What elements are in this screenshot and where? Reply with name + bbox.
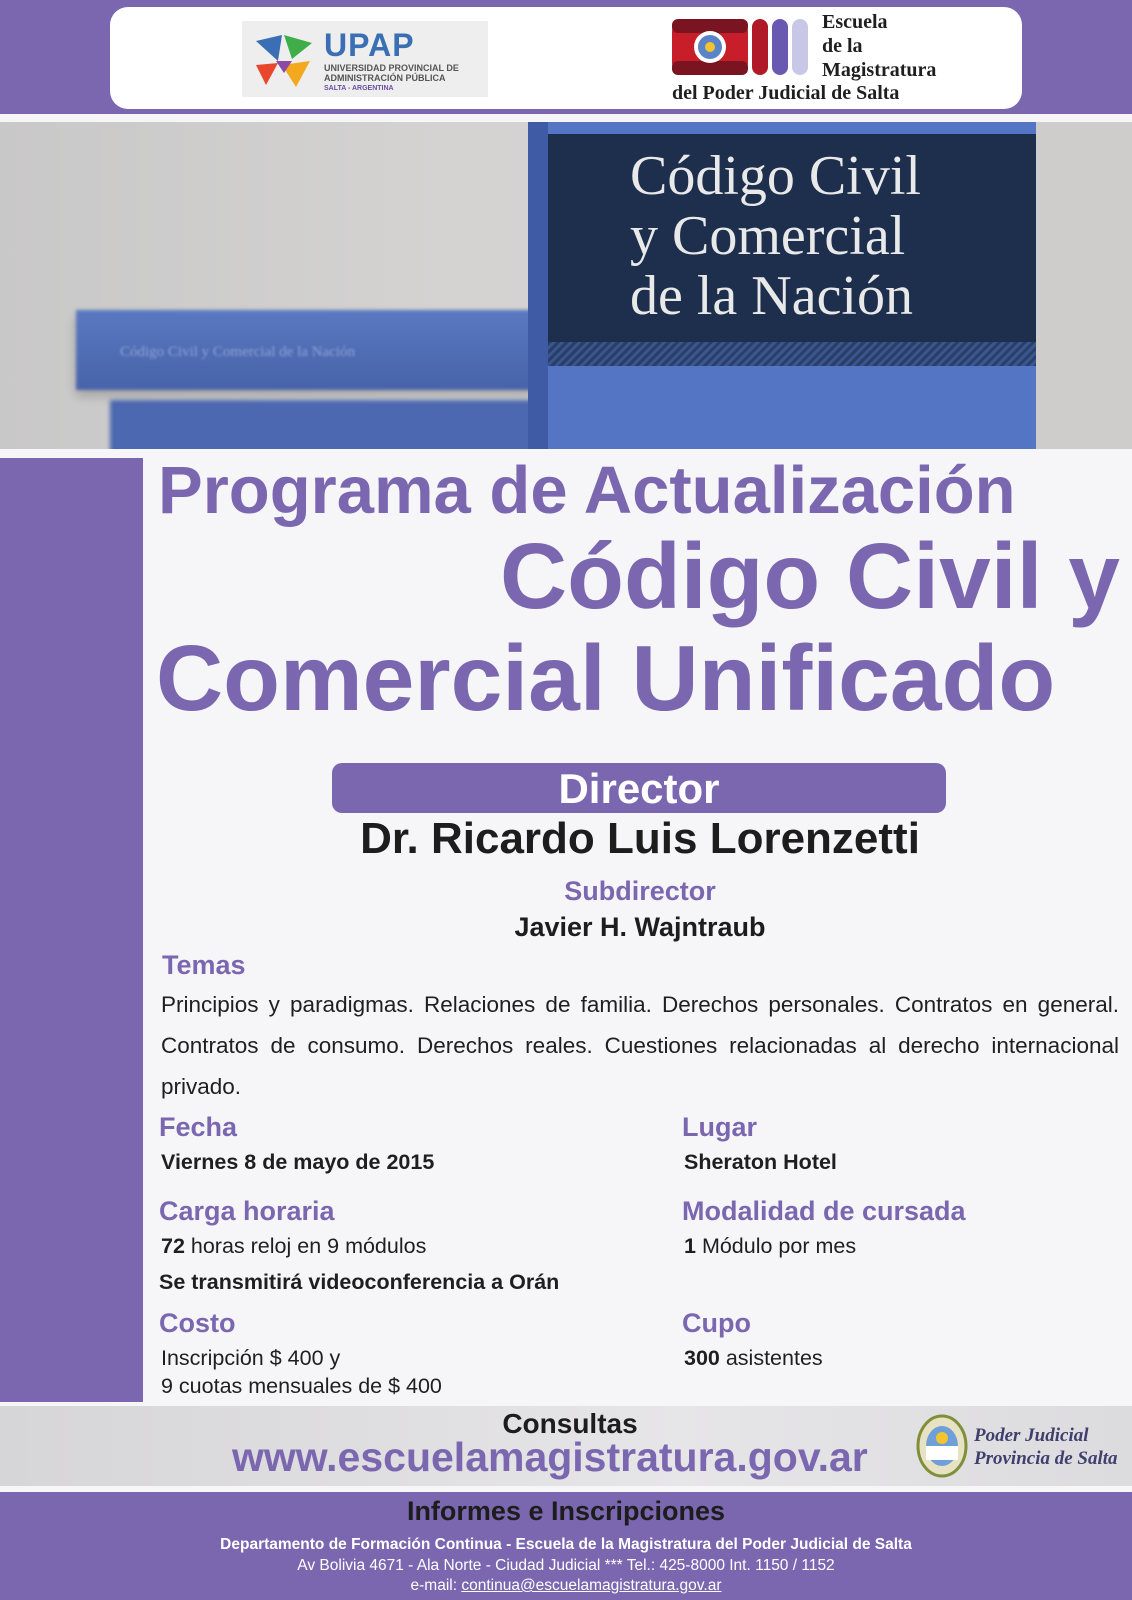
- carga-horaria-text: horas reloj en 9 módulos: [184, 1234, 427, 1258]
- consultas-label: Consultas: [502, 1408, 638, 1439]
- upap-city: SALTA - ARGENTINA: [324, 85, 394, 92]
- escuela-subtitle: del Poder Judicial de Salta: [672, 82, 900, 104]
- subdirector-label: Subdirector: [564, 876, 716, 906]
- carga-horaria-number: 72: [161, 1234, 185, 1258]
- director-label: Director: [332, 763, 946, 813]
- logo-bar: [110, 7, 1022, 109]
- footer-address: Av Bolivia 4671 - Ala Norte - Ciudad Judicial *** Tel.: 425-8000 Int. 1150 / 1152: [297, 1557, 835, 1574]
- cupo-value: [684, 1346, 823, 1371]
- upap-title: UPAP: [324, 27, 415, 63]
- cupo-label: Cupo: [682, 1308, 751, 1338]
- informes-title: Informes e Inscripciones: [406, 1496, 726, 1526]
- cupo-number: 300: [684, 1346, 720, 1370]
- hero-book-photo: [0, 122, 1132, 449]
- modalidad-text: Módulo por mes: [695, 1234, 857, 1258]
- program-title: Programa de Actualización: [158, 453, 1016, 528]
- fecha-value: Viernes 8 de mayo de 2015: [161, 1150, 435, 1174]
- director-name: Dr. Ricardo Luis Lorenzetti: [360, 814, 920, 863]
- upap-logo-icon: [252, 31, 316, 89]
- upap-logo: [242, 21, 488, 97]
- cupo-text: asistentes: [719, 1346, 823, 1370]
- videoconference-note: Se transmitirá videoconferencia a Orán: [159, 1270, 560, 1294]
- poder-judicial-label: Poder Judicial Provincia de Salta: [974, 1425, 1118, 1469]
- modalidad-label: Modalidad de cursada: [682, 1196, 966, 1226]
- book-cover-stripes: [548, 342, 1036, 366]
- carga-horaria-value: [161, 1234, 426, 1259]
- fecha-label: Fecha: [159, 1112, 238, 1142]
- lugar-label: Lugar: [682, 1112, 758, 1142]
- temas-label: Temas: [162, 950, 246, 980]
- email-link[interactable]: continua@escuelamagistratura.gov.ar: [461, 1577, 722, 1594]
- subdirector-name: Javier H. Wajntraub: [514, 912, 766, 942]
- background-wall: [1036, 122, 1132, 449]
- costo-label: Costo: [159, 1308, 236, 1338]
- website-link[interactable]: www.escuelamagistratura.gov.ar: [232, 1434, 868, 1480]
- provincial-seal-icon: [916, 1414, 968, 1478]
- costo-line1: Inscripción $ 400 y: [161, 1346, 341, 1370]
- back-book-lower: [110, 400, 540, 449]
- program-subtitle-line1: Código Civil y: [499, 524, 1120, 628]
- footer-department: Departamento de Formación Continua - Escuela de la Magistratura del Poder Judicial de Salta: [220, 1536, 912, 1553]
- costo-line2: 9 cuotas mensuales de $ 400: [161, 1374, 442, 1398]
- program-subtitle-line2: Comercial Unificado: [156, 626, 1056, 730]
- modalidad-number: 1: [684, 1234, 696, 1258]
- temas-text: Principios y paradigmas. Relaciones de familia. Derechos personales. Contratos en general. Contratos de consumo. Derechos reales. Cuestiones relacionadas al derecho internacional privado.: [161, 992, 1119, 1099]
- back-book-text: Código Civil y Comercial de la Nación: [120, 344, 355, 360]
- upap-subtitle: UNIVERSIDAD PROVINCIAL DE ADMINISTRACIÓN PÚBLICA: [324, 63, 459, 83]
- modalidad-value: [684, 1234, 856, 1259]
- book-title: Código Civil y Comercial de la Nación: [630, 145, 921, 327]
- left-accent-bar: [0, 458, 143, 1402]
- book-spine: [528, 122, 550, 449]
- lugar-value: Sheraton Hotel: [684, 1150, 837, 1174]
- footer-email: [0, 1577, 1132, 1595]
- escuela-logo-icon: [672, 15, 822, 79]
- carga-horaria-label: Carga horaria: [159, 1196, 335, 1226]
- escuela-name: Escuela de la Magistratura: [822, 11, 937, 81]
- email-prefix: e-mail:: [410, 1577, 462, 1594]
